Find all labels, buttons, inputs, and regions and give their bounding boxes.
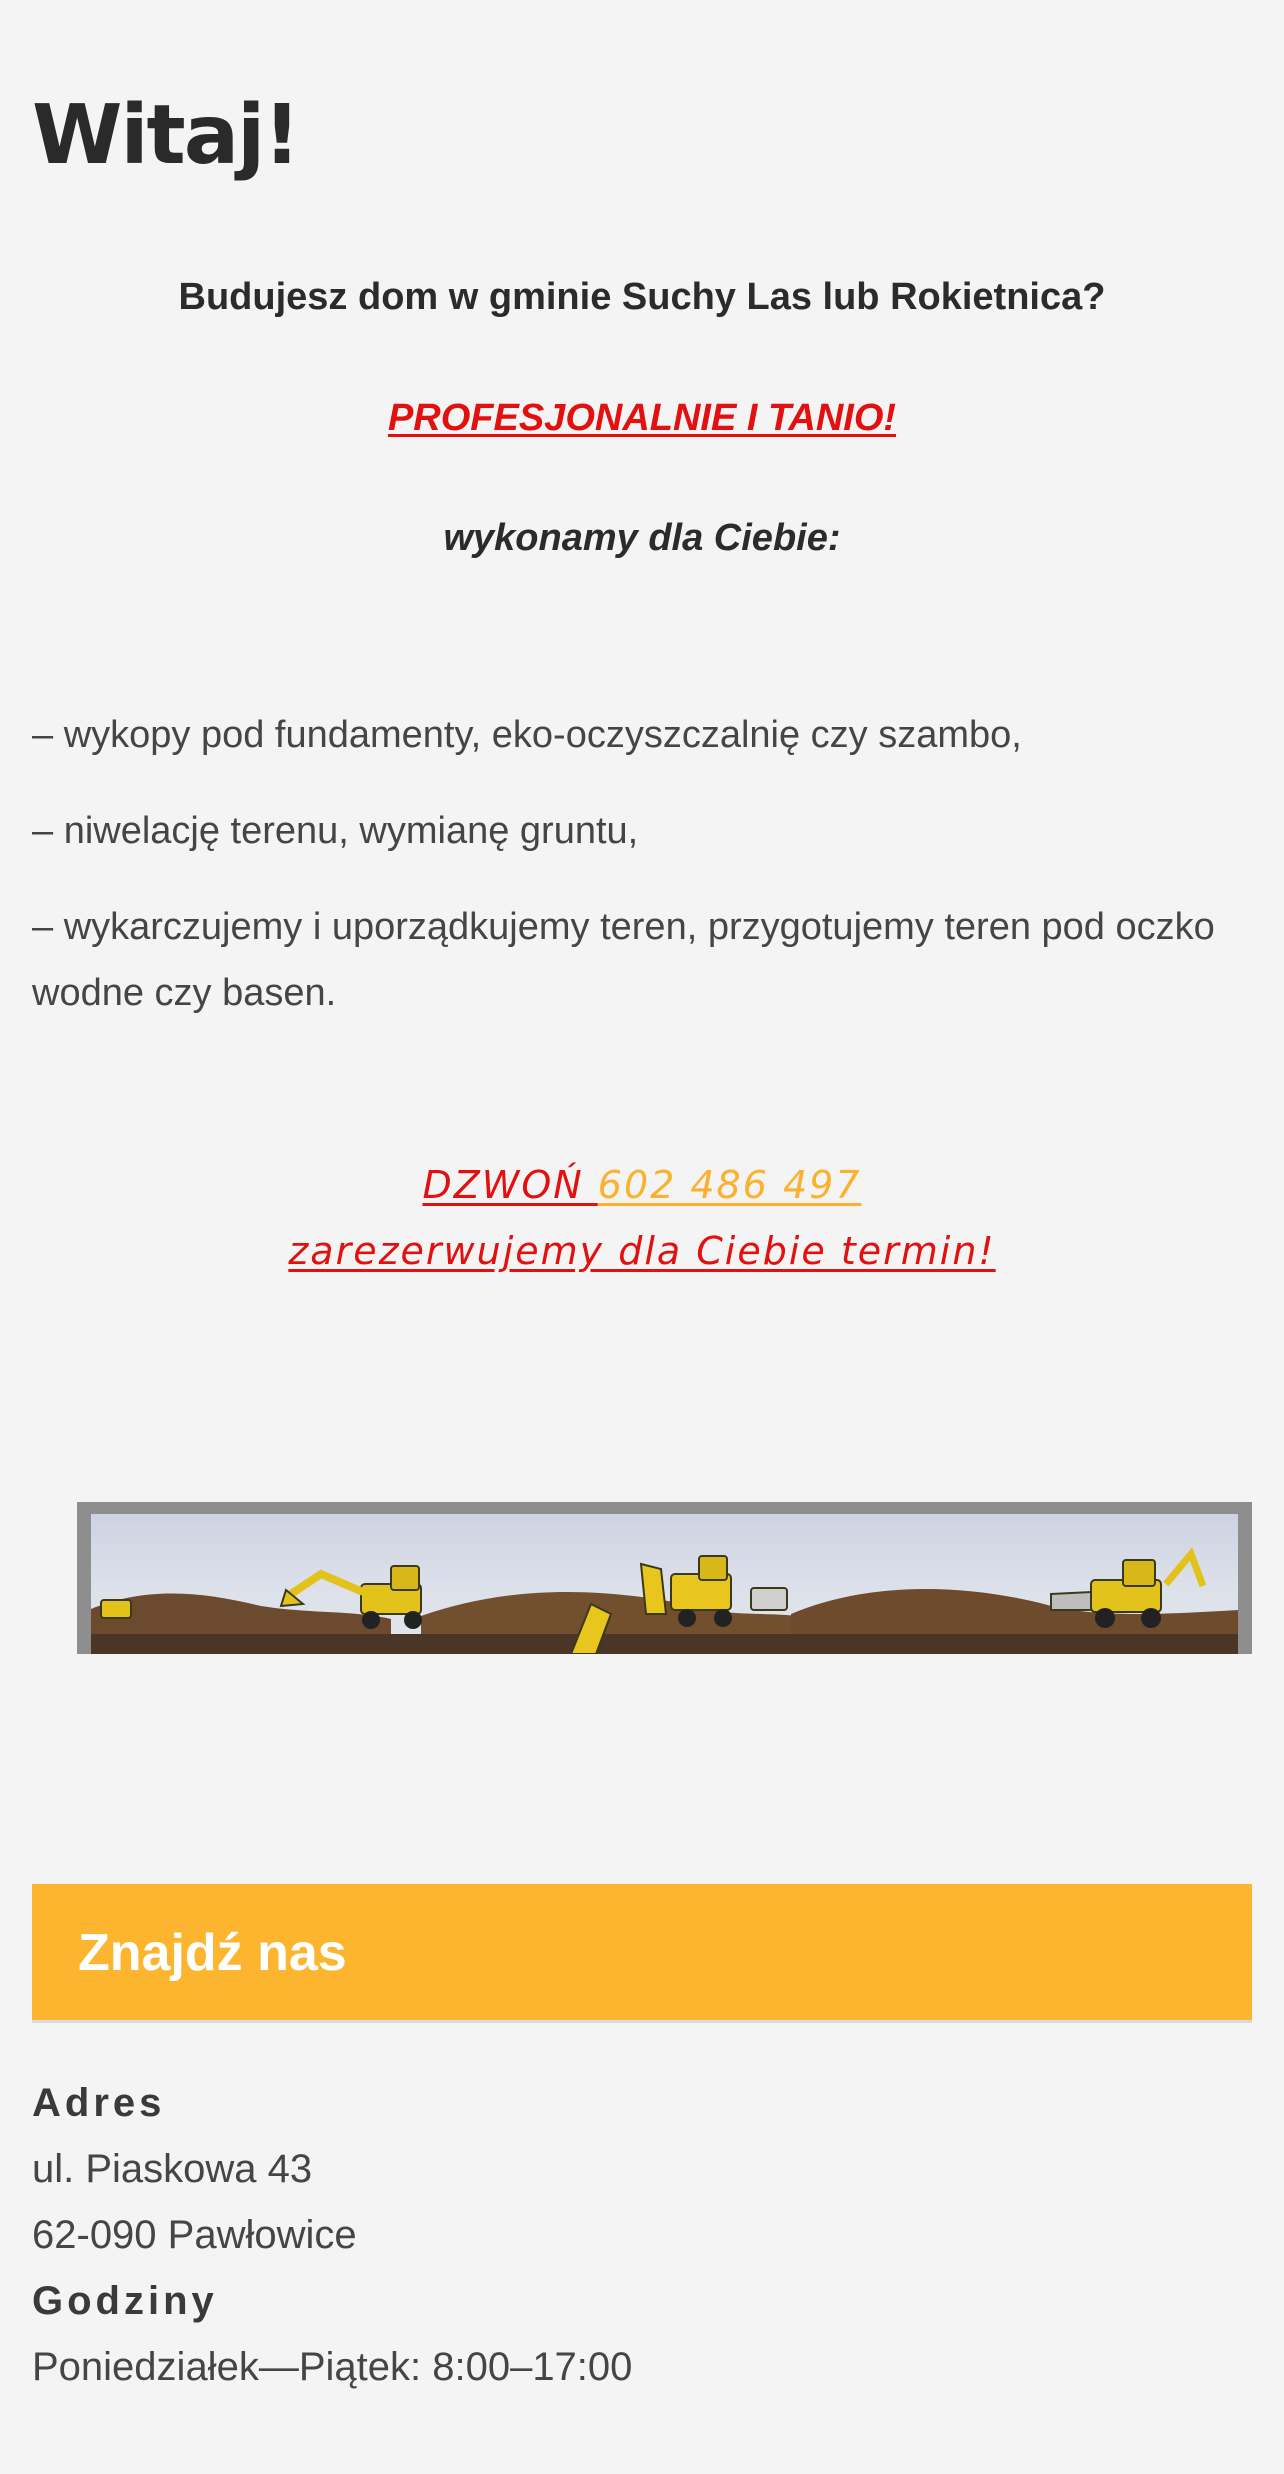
call-link[interactable]: DZWOŃ (422, 1163, 598, 1207)
find-us-widget-header (32, 1884, 1252, 2023)
address-street: ul. Piaskowa 43 (32, 2147, 313, 2191)
opening-hours: Poniedziałek—Piątek: 8:00–17:00 (32, 2345, 633, 2389)
promo-headline: PROFESJONALNIE I TANIO! (387, 397, 897, 439)
cta-call-line (32, 1152, 1252, 1218)
reserve-link[interactable]: zarezerwujemy dla Ciebie termin! (288, 1229, 996, 1273)
address-city: 62-090 Pawłowice (32, 2213, 357, 2257)
widget-title: Znajdź nas (78, 1924, 347, 1982)
services-list (32, 702, 1252, 1056)
service-item: – wykopy pod fundamenty, eko-oczyszczalnię czy szambo, (32, 714, 1022, 756)
service-item: – wykarczujemy i uporządkujemy teren, przygotujemy teren pod oczko wodne czy basen. (32, 906, 1215, 1014)
intro-question: Budujesz dom w gminie Suchy Las lub Rokietnica? (178, 276, 1106, 318)
excavators-photo-image (91, 1514, 1238, 1654)
services-lead: wykonamy dla Ciebie: (443, 517, 841, 559)
address-label: Adres (32, 2081, 166, 2125)
phone-link[interactable]: 602 486 497 (597, 1163, 862, 1207)
construction-site-illustration (91, 1514, 1238, 1654)
call-to-action (32, 1152, 1252, 1284)
hours-label: Godziny (32, 2279, 218, 2323)
cta-reserve-line (32, 1218, 1252, 1284)
page-title: Witaj! (32, 88, 299, 183)
address-block (32, 2070, 1252, 2400)
service-item: – niwelację terenu, wymianę gruntu, (32, 810, 639, 852)
excavators-photo (77, 1502, 1252, 1654)
